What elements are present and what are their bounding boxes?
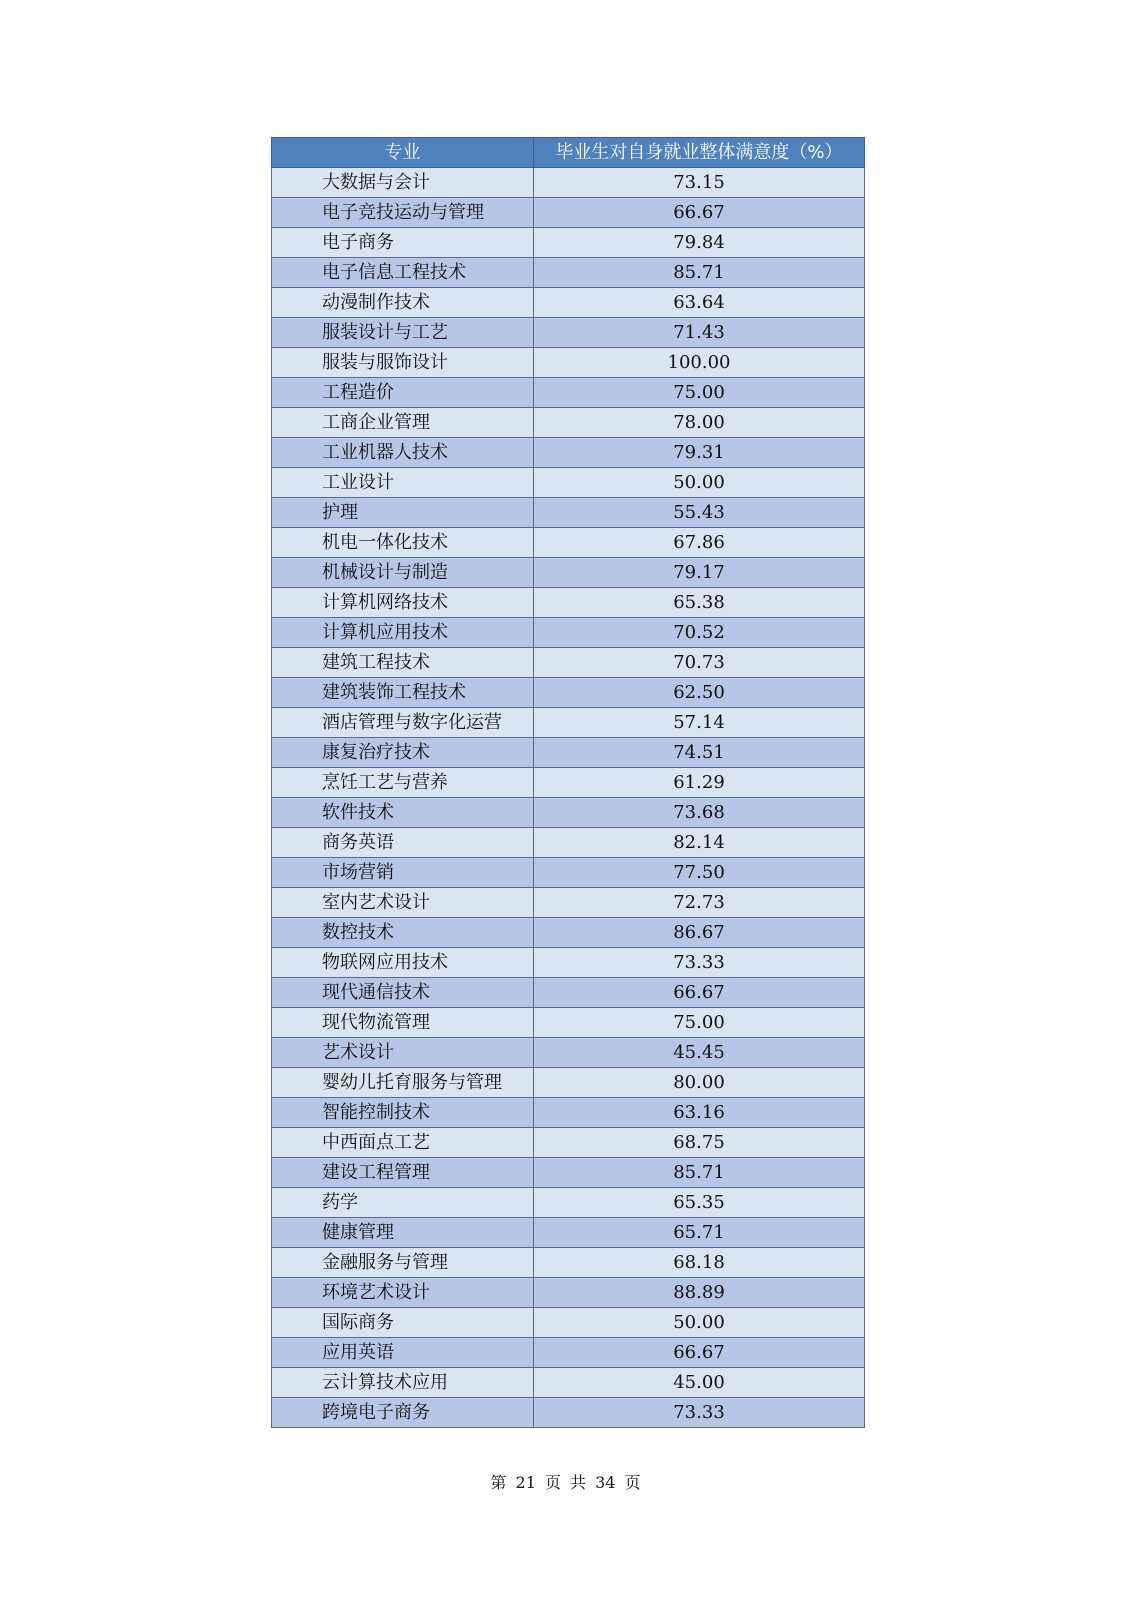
major-name-cell: 数控技术 <box>272 918 534 948</box>
satisfaction-value-cell: 74.51 <box>534 738 865 768</box>
major-name-cell: 动漫制作技术 <box>272 288 534 318</box>
major-name-cell: 金融服务与管理 <box>272 1248 534 1278</box>
satisfaction-value-cell: 85.71 <box>534 258 865 288</box>
table-row <box>272 888 865 918</box>
table-row <box>272 588 865 618</box>
major-name-cell: 智能控制技术 <box>272 1098 534 1128</box>
major-name-cell: 现代通信技术 <box>272 978 534 1008</box>
major-name-cell: 中西面点工艺 <box>272 1128 534 1158</box>
major-name-cell: 市场营销 <box>272 858 534 888</box>
satisfaction-value-cell: 88.89 <box>534 1278 865 1308</box>
major-name-cell: 现代物流管理 <box>272 1008 534 1038</box>
satisfaction-value-cell: 70.52 <box>534 618 865 648</box>
table-row <box>272 1188 865 1218</box>
table-row <box>272 798 865 828</box>
table-row <box>272 948 865 978</box>
table-body <box>272 168 865 1428</box>
table-row <box>272 1338 865 1368</box>
table-row <box>272 228 865 258</box>
major-name-cell: 健康管理 <box>272 1218 534 1248</box>
table-row <box>272 1398 865 1428</box>
major-name-cell: 服装与服饰设计 <box>272 348 534 378</box>
major-name-cell: 康复治疗技术 <box>272 738 534 768</box>
table-row <box>272 348 865 378</box>
major-name-cell: 机电一体化技术 <box>272 528 534 558</box>
table-row <box>272 318 865 348</box>
satisfaction-value-cell: 65.71 <box>534 1218 865 1248</box>
table-row <box>272 1128 865 1158</box>
satisfaction-value-cell: 63.64 <box>534 288 865 318</box>
table-row <box>272 378 865 408</box>
satisfaction-value-cell: 66.67 <box>534 978 865 1008</box>
major-name-cell: 艺术设计 <box>272 1038 534 1068</box>
table-row <box>272 618 865 648</box>
major-name-cell: 建设工程管理 <box>272 1158 534 1188</box>
table-row <box>272 1278 865 1308</box>
satisfaction-value-cell: 70.73 <box>534 648 865 678</box>
major-name-cell: 云计算技术应用 <box>272 1368 534 1398</box>
table-row <box>272 678 865 708</box>
table-row <box>272 258 865 288</box>
table-row <box>272 198 865 228</box>
table-row <box>272 1158 865 1188</box>
satisfaction-value-cell: 79.84 <box>534 228 865 258</box>
major-name-cell: 电子竞技运动与管理 <box>272 198 534 228</box>
satisfaction-value-cell: 65.35 <box>534 1188 865 1218</box>
major-name-cell: 软件技术 <box>272 798 534 828</box>
table-row <box>272 738 865 768</box>
major-name-cell: 应用英语 <box>272 1338 534 1368</box>
major-name-cell: 大数据与会计 <box>272 168 534 198</box>
satisfaction-value-cell: 50.00 <box>534 1308 865 1338</box>
satisfaction-value-cell: 55.43 <box>534 498 865 528</box>
satisfaction-value-cell: 67.86 <box>534 528 865 558</box>
satisfaction-value-cell: 50.00 <box>534 468 865 498</box>
major-name-cell: 服装设计与工艺 <box>272 318 534 348</box>
table-row <box>272 768 865 798</box>
major-name-cell: 计算机应用技术 <box>272 618 534 648</box>
satisfaction-value-cell: 75.00 <box>534 378 865 408</box>
header-major: 专业 <box>272 138 534 168</box>
major-name-cell: 国际商务 <box>272 1308 534 1338</box>
table-row <box>272 408 865 438</box>
satisfaction-value-cell: 73.33 <box>534 948 865 978</box>
satisfaction-value-cell: 86.67 <box>534 918 865 948</box>
satisfaction-value-cell: 77.50 <box>534 858 865 888</box>
major-name-cell: 工业机器人技术 <box>272 438 534 468</box>
satisfaction-value-cell: 79.17 <box>534 558 865 588</box>
major-name-cell: 物联网应用技术 <box>272 948 534 978</box>
major-name-cell: 烹饪工艺与营养 <box>272 768 534 798</box>
satisfaction-value-cell: 73.33 <box>534 1398 865 1428</box>
header-satisfaction: 毕业生对自身就业整体满意度（%） <box>534 138 865 168</box>
satisfaction-value-cell: 71.43 <box>534 318 865 348</box>
table-row <box>272 1308 865 1338</box>
satisfaction-value-cell: 68.18 <box>534 1248 865 1278</box>
table-header <box>272 138 865 168</box>
table-row <box>272 858 865 888</box>
page-number: 第 21 页 共 34 页 <box>490 1473 641 1492</box>
table-row <box>272 1068 865 1098</box>
satisfaction-value-cell: 72.73 <box>534 888 865 918</box>
table-row <box>272 558 865 588</box>
major-name-cell: 药学 <box>272 1188 534 1218</box>
satisfaction-value-cell: 80.00 <box>534 1068 865 1098</box>
table-row <box>272 1248 865 1278</box>
satisfaction-value-cell: 57.14 <box>534 708 865 738</box>
satisfaction-value-cell: 85.71 <box>534 1158 865 1188</box>
major-name-cell: 酒店管理与数字化运营 <box>272 708 534 738</box>
table-row <box>272 438 865 468</box>
satisfaction-value-cell: 100.00 <box>534 348 865 378</box>
table-row <box>272 1038 865 1068</box>
table-row <box>272 498 865 528</box>
major-name-cell: 环境艺术设计 <box>272 1278 534 1308</box>
major-name-cell: 工程造价 <box>272 378 534 408</box>
satisfaction-value-cell: 45.00 <box>534 1368 865 1398</box>
major-name-cell: 电子商务 <box>272 228 534 258</box>
satisfaction-value-cell: 68.75 <box>534 1128 865 1158</box>
satisfaction-value-cell: 61.29 <box>534 768 865 798</box>
table-row <box>272 978 865 1008</box>
table-row <box>272 648 865 678</box>
satisfaction-value-cell: 79.31 <box>534 438 865 468</box>
satisfaction-value-cell: 62.50 <box>534 678 865 708</box>
major-name-cell: 工业设计 <box>272 468 534 498</box>
satisfaction-value-cell: 73.68 <box>534 798 865 828</box>
table-row <box>272 528 865 558</box>
satisfaction-value-cell: 63.16 <box>534 1098 865 1128</box>
major-name-cell: 电子信息工程技术 <box>272 258 534 288</box>
table-row <box>272 288 865 318</box>
major-name-cell: 建筑工程技术 <box>272 648 534 678</box>
table-row <box>272 918 865 948</box>
major-name-cell: 建筑装饰工程技术 <box>272 678 534 708</box>
satisfaction-value-cell: 45.45 <box>534 1038 865 1068</box>
satisfaction-value-cell: 73.15 <box>534 168 865 198</box>
major-name-cell: 室内艺术设计 <box>272 888 534 918</box>
table-row <box>272 1218 865 1248</box>
satisfaction-value-cell: 75.00 <box>534 1008 865 1038</box>
satisfaction-value-cell: 65.38 <box>534 588 865 618</box>
major-name-cell: 计算机网络技术 <box>272 588 534 618</box>
satisfaction-value-cell: 66.67 <box>534 1338 865 1368</box>
major-name-cell: 护理 <box>272 498 534 528</box>
satisfaction-value-cell: 82.14 <box>534 828 865 858</box>
table-row <box>272 1368 865 1398</box>
major-name-cell: 机械设计与制造 <box>272 558 534 588</box>
major-name-cell: 商务英语 <box>272 828 534 858</box>
table-row <box>272 1008 865 1038</box>
satisfaction-value-cell: 66.67 <box>534 198 865 228</box>
major-name-cell: 婴幼儿托育服务与管理 <box>272 1068 534 1098</box>
header-row <box>272 138 865 168</box>
table-row <box>272 828 865 858</box>
table-row <box>272 708 865 738</box>
satisfaction-table <box>271 137 865 1428</box>
satisfaction-value-cell: 78.00 <box>534 408 865 438</box>
table-row <box>272 468 865 498</box>
major-name-cell: 工商企业管理 <box>272 408 534 438</box>
major-name-cell: 跨境电子商务 <box>272 1398 534 1428</box>
table-row <box>272 168 865 198</box>
table-row <box>272 1098 865 1128</box>
